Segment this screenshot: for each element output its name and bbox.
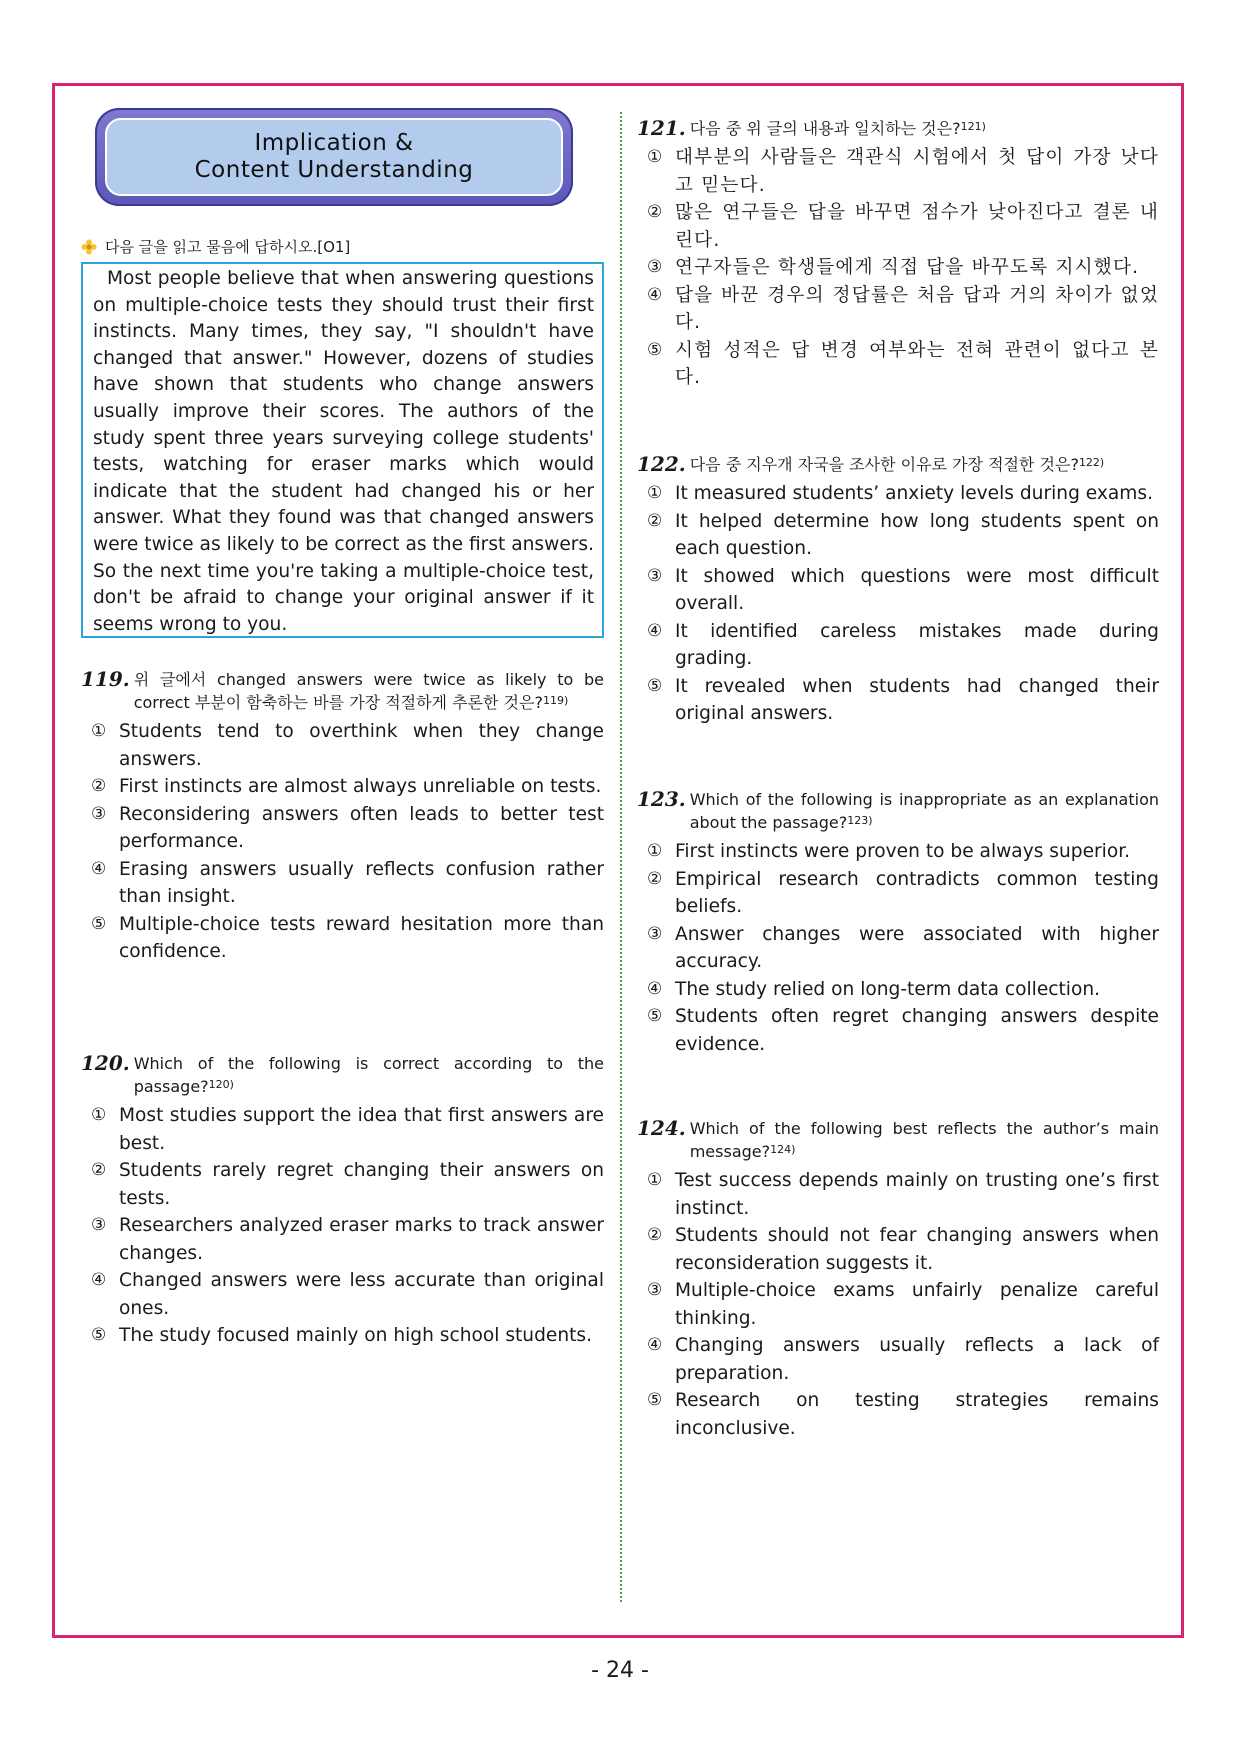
answer-option[interactable]: ① Test success depends mainly on trusting one’s first instinct. [647,1170,1159,1219]
footnote-ref: 122) [1078,456,1105,469]
answer-option[interactable]: ⑤ Research on testing strategies remains inconclusive. [647,1390,1159,1439]
footnote-ref: 123) [847,814,873,827]
answer-option[interactable]: ④ 답을 바꾼 경우의 정답률은 처음 답과 거의 차이가 없었다. [647,284,1159,333]
answer-option[interactable]: ⑤ It revealed when students had changed their original answers. [647,675,1159,724]
question-119 [81,668,604,966]
answer-option[interactable]: ⑤ Students often regret changing answers despite evidence. [647,1006,1159,1055]
answer-option[interactable]: ② First instincts are almost always unreliable on tests. [91,776,602,797]
answer-option[interactable]: ① It measured students’ anxiety levels during exams. [647,483,1153,504]
question-124 [637,1117,1159,1442]
answer-option[interactable]: ④ The study relied on long-term data collection. [647,978,1101,1000]
answer-option[interactable]: ④ It identified careless mistakes made during grading. [647,620,1159,669]
answer-option[interactable]: ③ Researchers analyzed eraser marks to track answer changes. [91,1215,604,1264]
question-number: 123. [637,787,686,811]
page-number: - 24 - [591,1658,649,1683]
answer-option[interactable]: ④ Erasing answers usually reflects confusion rather than insight. [91,858,604,907]
reading-passage: Most people believe that when answering questions on multiple-choice tests they should trust their first instincts. Many times, they say, "I shouldn't have changed that answer." However, dozens of studies have shown that students who change answers usually improve their scores. The authors of the study spent three years surveying college students' tests, watching for eraser marks which would indicate that the student had changed his or her answer. What they found was that changed answers were twice as likely to be correct as the first answers. So the next time you're taking a multiple-choice test, don't be afraid to change your original answer if it seems wrong to you. [81,262,604,638]
footnote-ref: 119) [542,694,569,707]
question-text: 다음 중 위 글의 내용과 일치하는 것은? [689,119,961,138]
instruction [81,236,350,257]
answer-option[interactable]: ⑤ The study focused mainly on high school students. [91,1325,592,1346]
question-123 [637,788,1159,1058]
answer-option[interactable]: ② Students should not fear changing answers when reconsideration suggests it. [647,1225,1159,1274]
answer-option[interactable]: ① 대부분의 사람들은 객관식 시험에서 첫 답이 가장 낫다고 믿는다. [647,147,1159,196]
answer-option[interactable]: ② It helped determine how long students spent on each question. [647,510,1159,559]
section-title-banner [95,108,573,206]
question-text: Which of the following best reflects the author’s main message? [689,1119,1159,1161]
footnote-ref: 120) [208,1078,234,1091]
answer-option[interactable]: ② Empirical research contradicts common testing beliefs. [647,868,1159,917]
answer-option[interactable]: ⑤ 시험 성적은 답 변경 여부와는 전혀 관련이 없다고 본다. [647,339,1159,388]
answer-option[interactable]: ③ Answer changes were associated with higher accuracy. [647,923,1159,972]
question-120 [81,1052,604,1350]
answer-option[interactable]: ② Students rarely regret changing their answers on tests. [91,1160,604,1209]
question-number: 119. [81,667,130,691]
column-divider [620,112,622,1602]
question-121 [637,117,1159,392]
answer-option[interactable]: ③ Multiple-choice exams unfairly penalize careful thinking. [647,1280,1159,1329]
answer-option[interactable]: ③ It showed which questions were most difficult overall. [647,565,1159,614]
question-122 [637,453,1159,728]
flower-icon [81,239,97,255]
question-text: Which of the following is inappropriate as an explanation about the passage? [689,790,1159,832]
answer-option[interactable]: ④ Changed answers were less accurate than original ones. [91,1270,604,1319]
section-title-line-1: Implication & [254,130,414,156]
section-title-line-2: Content Understanding [194,157,474,183]
instruction-text: 다음 글을 읽고 물음에 답하시오.[O1] [105,238,351,256]
question-text: 다음 중 지우개 자국을 조사한 이유로 가장 적절한 것은? [689,455,1079,474]
question-text: Which of the following is correct according to the passage? [133,1054,604,1096]
question-number: 120. [81,1051,130,1075]
answer-option[interactable]: ② 많은 연구들은 답을 바꾸면 점수가 낮아진다고 결론 내린다. [647,202,1159,251]
answer-option[interactable]: ① Most studies support the idea that first answers are best. [91,1105,604,1154]
question-text: 위 글에서 changed answers were twice as likely to be correct 부분이 함축하는 바를 가장 적절하게 추론한 것은? [133,670,604,712]
question-number: 122. [637,452,686,476]
answer-option[interactable]: ③ 연구자들은 학생들에게 직접 답을 바꾸도록 지시했다. [647,257,1140,278]
answer-option[interactable]: ③ Reconsidering answers often leads to better test performance. [91,803,604,852]
footnote-ref: 121) [960,120,986,133]
question-number: 124. [637,1116,686,1140]
answer-option[interactable]: ⑤ Multiple-choice tests reward hesitation more than confidence. [91,913,604,962]
answer-option[interactable]: ① Students tend to overthink when they change answers. [91,721,604,770]
answer-option[interactable]: ① First instincts were proven to be always superior. [647,841,1131,862]
footnote-ref: 124) [770,1143,796,1156]
answer-option[interactable]: ④ Changing answers usually reflects a lack of preparation. [647,1335,1159,1384]
question-number: 121. [637,116,686,140]
